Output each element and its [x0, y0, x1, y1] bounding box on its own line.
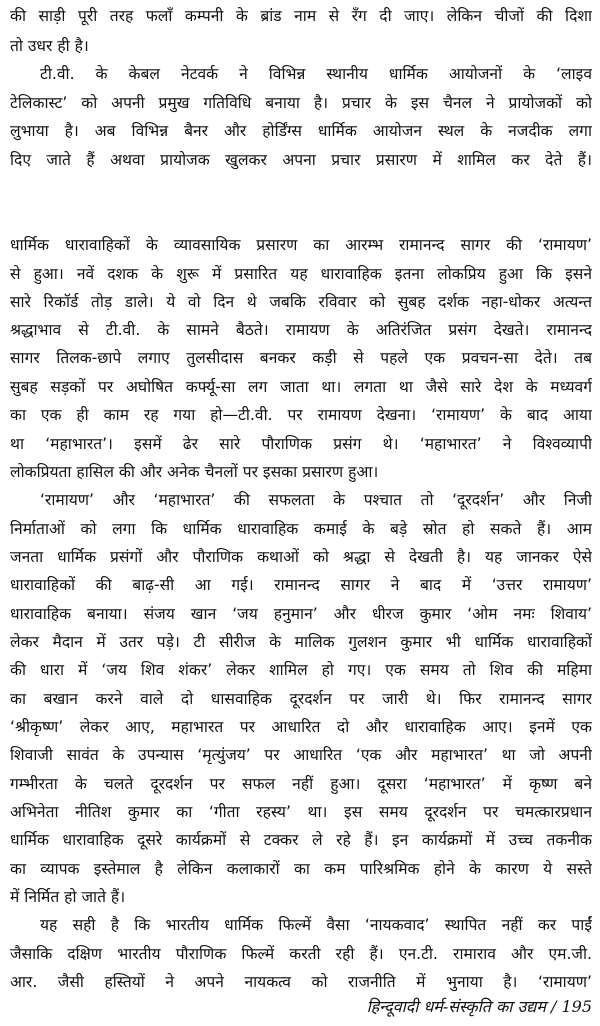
text-line: की धारा में ‘जय शिव शंकर’ लेकर शामिल हो गए। एक समय तो शिव की महिमा	[10, 661, 592, 679]
text-line: का बखान करने वाले दो धासवाहिक दूरदर्शन पर जारी थे। फिर रामानन्द सागर	[10, 690, 592, 708]
text-line: जनता धार्मिक प्रसंगों और पौराणिक कथाओं को श्रद्धा से देखती है। यह जानकर ऐसे	[10, 548, 592, 566]
text-line: टी.वी. के केबल नेटवर्क ने विभिन्न स्थानीय धार्मिक आयोजनों के ‘लाइव	[40, 65, 592, 83]
text-line: ‘श्रीकृष्ण’ लेकर आए, महाभारत पर आधारित दो और धारावाहिक आए। इनमें एक	[10, 718, 592, 736]
text-line: टेलिकास्ट’ को अपनी प्रमुख गतिविधि बनाया है। प्रचार के इस चैनल ने प्रायोजकों को	[10, 94, 592, 112]
text-line: धार्मिक धारावाहिकों के व्यावसायिक प्रसारण का आरम्भ रामानन्द सागर की ‘रामायण’	[10, 236, 592, 254]
text-line: शिवाजी सावंत के उपन्यास ‘मृत्युंजय’ पर आधारित ‘एक और महाभारत’ था जो अपनी	[10, 746, 592, 764]
text-line: गम्भीरता के चलते दूरदर्शन पर सफल नहीं हुआ। दूसरा ‘महाभारत’ में कृष्ण बने	[10, 775, 592, 793]
text-line: से हुआ। नवें दशक के शुरू में प्रसारित यह धारावाहिक इतना लोकप्रिय हुआ कि इसने	[10, 265, 592, 283]
text-line: निर्माताओं को लगा कि धार्मिक धारावाहिक कमाई के बड़े स्रोत हो सकते हैं। आम	[10, 520, 592, 538]
text-line: सारे रिकॉर्ड तोड़ डाले। ये वो दिन थे जबकि रविवार को सुबह दर्शक नहा-धोकर अत्यन्त	[10, 293, 592, 311]
text-line: तो उधर ही है।	[10, 37, 89, 55]
text-line: में निर्मित हो जाते हैं।	[10, 888, 126, 906]
text-line: यह सही है कि भारतीय धार्मिक फिल्में वैसा ‘नायकवाद’ स्थापित नहीं कर पाईं	[40, 916, 592, 934]
text-line: जैसाकि दक्षिण भारतीय पौराणिक फिल्में करती रही हैं। एन.टी. रामाराव और एम.जी.	[10, 945, 592, 963]
text-line: लोकप्रियता हासिल की और अनेक चैनलों पर इसका प्रसारण हुआ।	[10, 463, 379, 481]
text-line: लुभाया है। अब विभिन्न बैनर और होर्डिंग्स धार्मिक आयोजन स्थल के नजदीक लगा	[10, 122, 592, 140]
text-line: श्रद्धाभाव से टी.वी. के सामने बैठते। रामायण के अतिरंजित प्रसंग देखते। रामानन्द	[10, 321, 592, 339]
text-line: अभिनेता नीतिश कुमार का ‘गीता रहस्य’ था। इस समय दूरदर्शन पर चमत्कारप्रधान	[10, 803, 592, 821]
text-line: धारावाहिक बनाया। संजय खान ‘जय हनुमान’ और धीरज कुमार ‘ओम नमः शिवाय’	[10, 605, 592, 623]
text-line: का व्यापक इस्तेमाल है लेकिन कलाकारों का कम पारिश्रमिक होने के कारण ये सस्ते	[10, 860, 592, 878]
text-line: आर. जैसी हस्तियों ने अपने नायकत्व को राजनीति में भुनाया है। ‘रामायण’	[10, 973, 592, 991]
text-line: सुबह सड़कों पर अघोषित कर्फ्यू-सा लग जाता था। लगता था जैसे सारे देश के मध्यवर्ग	[10, 378, 592, 396]
text-line: सागर तिलक-छापे लगाए तुलसीदास बनकर कड़ी से पहले एक प्रवचन-सा देते। तब	[10, 349, 592, 367]
page-footer: हिन्दूवादी धर्म-संस्कृति का उद्यम / 195	[366, 997, 592, 1016]
text-line: का एक ही काम रह गया हो—टी.वी. पर रामायण देखना। ‘रामायण’ के बाद आया	[10, 406, 592, 424]
text-line: धारावाहिकों की बाढ़-सी आ गई। रामानन्द सागर ने बाद में ‘उत्तर रामायण’	[10, 576, 592, 594]
text-line: ‘रामायण’ और ‘महाभारत’ की सफलता के पश्चात तो ‘दूरदर्शन’ और निजी	[40, 491, 592, 509]
text-line: लेकर मैदान में उतर पड़े। टी सीरीज के मालिक गुलशन कुमार भी धार्मिक धारावाहिकों	[10, 633, 592, 651]
text-line: धार्मिक धारावाहिक दूसरे कार्यक्रमों से टक्कर ले रहे हैं। इन कार्यक्रमों में उच्च तकनीक	[10, 831, 592, 849]
text-line: दिए जाते हैं अथवा प्रायोजक खुलकर अपना प्रचार प्रसारण में शामिल कर देते हैं।	[10, 151, 592, 169]
text-line: की साड़ी पूरी तरह फलाँ कम्पनी के ब्रांड नाम से रँग दी जाए। लेकिन चीजों की दिशा	[10, 7, 592, 25]
text-line: था ‘महाभारत’। इसमें ढेर सारे पौराणिक प्रसंग थे। ‘महाभारत’ ने विश्वव्यापी	[10, 435, 592, 453]
